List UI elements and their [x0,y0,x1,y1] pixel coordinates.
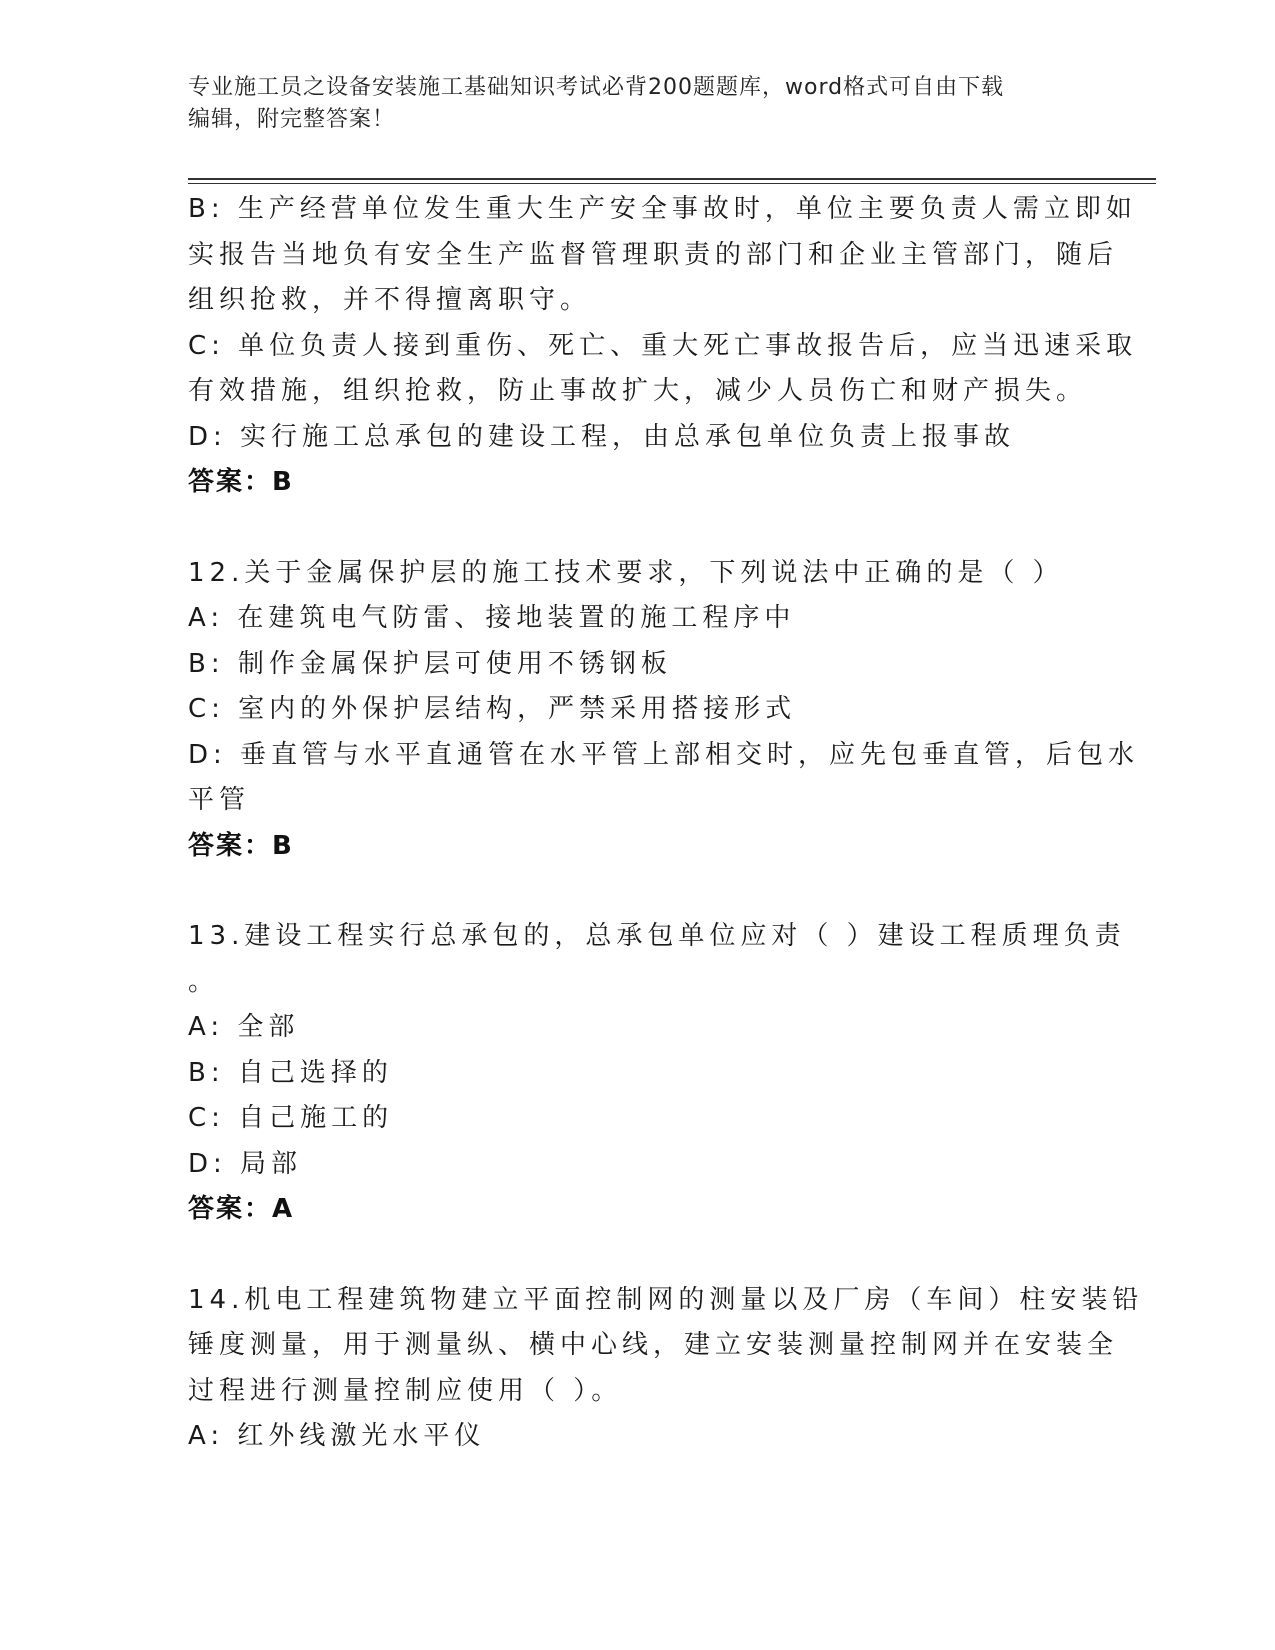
question-12-block [188,551,1140,870]
q11-option-c-line-2: 有效措施，组织抢救，防止事故扩大，减少人员伤亡和财产损失。 [188,376,1088,406]
q11-option-d: D: 实行施工总承包的建设工程，由总承包单位负责上报事故 [188,421,1016,452]
q12-answer: 答案：B [188,830,294,861]
header-line-2: 编辑，附完整答案！ [188,107,396,132]
header-line-1: 专业施工员之设备安装施工基础知识考试必背200题题库，word格式可自由下载 [188,75,1005,100]
spacer [188,506,1088,551]
header-rule-thin [188,183,1156,184]
q14-question-line-2: 锤度测量，用于测量纵、横中心线，建立安装测量控制网并在安装全 [188,1330,1119,1360]
q13-question-line-1: 13.建设工程实行总承包的，总承包单位应对（ ）建设工程质理负责 [188,921,1126,951]
q11-option-b-line-3: 组织抢救，并不得擅离职守。 [188,285,592,315]
spacer [188,869,1088,914]
q12-question: 12.关于金属保护层的施工技术要求，下列说法中正确的是（ ） [188,557,1064,588]
document-body [188,187,1144,1460]
q11-answer: 答案：B [188,467,294,497]
question-11-block [188,187,1138,506]
header-rule-thick [188,178,1156,180]
q13-option-c: C: 自己施工的 [188,1103,394,1133]
q14-question-line-3: 过程进行测量控制应使用（ ）。 [188,1375,623,1406]
q13-option-b: B: 自己选择的 [188,1057,393,1088]
question-14-block [188,1278,1144,1460]
q14-question-line-1: 14.机电工程建筑物建立平面控制网的测量以及厂房（车间）柱安装铅 [188,1284,1144,1315]
q13-option-a: A: 全部 [188,1012,300,1042]
q14-option-a: A: 红外线激光水平仪 [188,1421,486,1451]
q12-option-d-line-1: D: 垂直管与水平直通管在水平管上部相交时，应先包垂直管，后包水 [188,739,1140,770]
q11-option-c-line-1: C: 单位负责人接到重伤、死亡、重大死亡事故报告后，应当迅速采取 [188,330,1138,361]
document-header [188,72,1088,136]
question-13-block [188,914,1126,1233]
q12-option-b: B: 制作金属保护层可使用不锈钢板 [188,648,672,679]
q12-option-c: C: 室内的外保护层结构，严禁采用搭接形式 [188,694,797,724]
q11-option-b-line-1: B: 生产经营单位发生重大生产安全事故时，单位主要负责人需立即如 [188,194,1137,224]
q11-option-b-line-2: 实报告当地负有安全生产监督管理职责的部门和企业主管部门，随后 [188,239,1119,270]
q13-question-line-2: 。 [188,966,220,997]
q12-option-d-line-2: 平管 [188,785,251,815]
q13-option-d: D: 局部 [188,1148,303,1179]
spacer [188,1233,1088,1278]
q13-answer: 答案：A [188,1194,295,1224]
q12-option-a: A: 在建筑电气防雷、接地装置的施工程序中 [188,603,796,633]
